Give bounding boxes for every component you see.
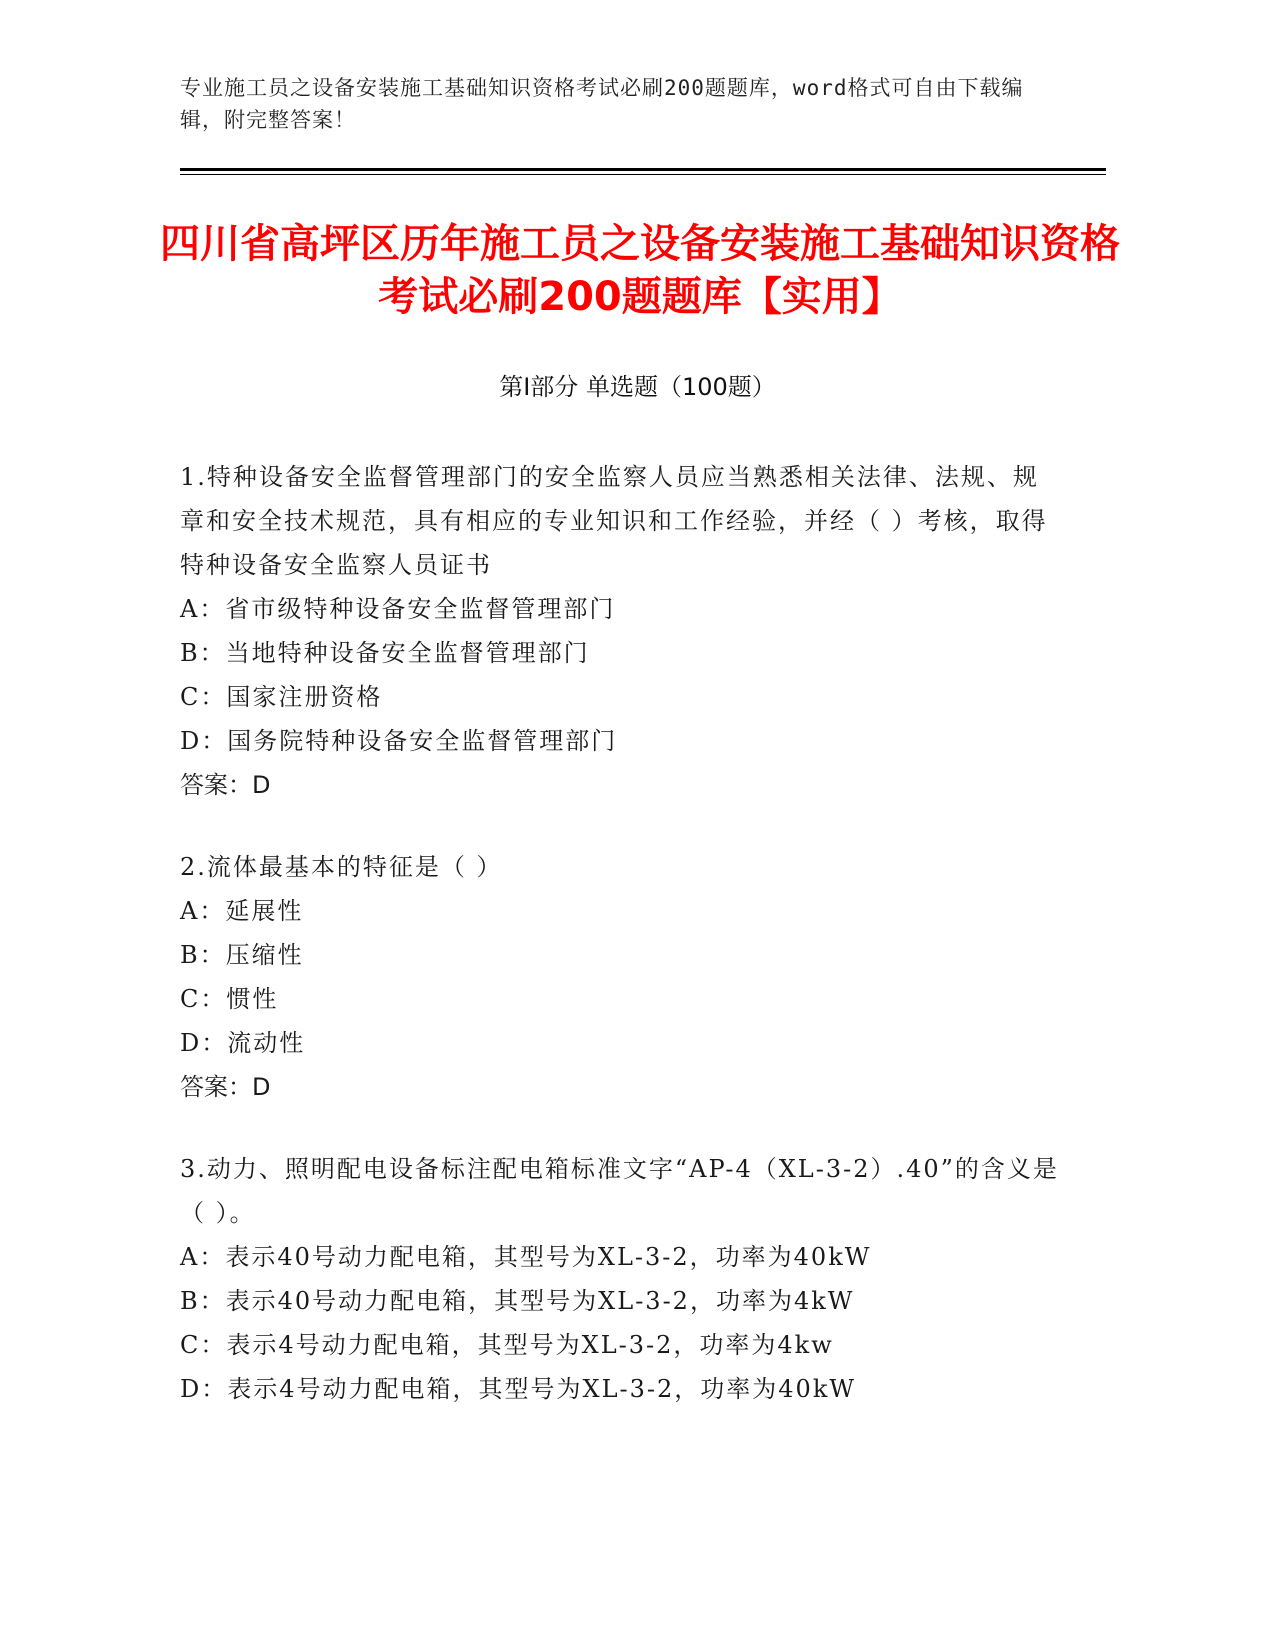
header-note: 专业施工员之设备安装施工基础知识资格考试必刷200题题库，word格式可自由下载编辑，附完整答案！ — [180, 76, 1024, 132]
option-c: C：国家注册资格 — [180, 683, 383, 711]
answer: 答案：D — [180, 1073, 271, 1101]
option-a: A：延展性 — [180, 897, 304, 925]
option-d: D：流动性 — [180, 1029, 306, 1057]
option-c: C：表示4号动力配电箱，其型号为XL-3-2，功率为4kw — [180, 1331, 834, 1359]
option-b: B：当地特种设备安全监督管理部门 — [180, 639, 590, 667]
answer: 答案：D — [180, 771, 271, 799]
option-a: A：表示40号动力配电箱，其型号为XL-3-2，功率为40kW — [180, 1243, 872, 1271]
option-c: C：惯性 — [180, 985, 279, 1013]
section-title: 第Ⅰ部分 单选题（100题） — [499, 373, 776, 401]
option-b: B：压缩性 — [180, 941, 304, 969]
question-text: 1.特种设备安全监督管理部门的安全监察人员应当熟悉相关法律、法规、规章和安全技术规范，具有相应的专业知识和工作经验，并经（ ）考核，取得特种设备安全监察人员证书 — [180, 463, 1048, 579]
question-list — [180, 455, 1060, 1449]
header-rule-thick — [180, 168, 1106, 171]
option-b: B：表示40号动力配电箱，其型号为XL-3-2，功率为4kW — [180, 1287, 855, 1315]
option-d: D：国务院特种设备安全监督管理部门 — [180, 727, 618, 755]
option-a: A：省市级特种设备安全监督管理部门 — [180, 595, 616, 623]
header-rule-thin — [180, 174, 1106, 175]
question-text: 3.动力、照明配电设备标注配电箱标准文字“AP-4（XL-3-2）.40”的含义是（ ）。 — [180, 1155, 1059, 1227]
question-3 — [180, 1147, 1060, 1411]
option-d: D：表示4号动力配电箱，其型号为XL-3-2，功率为40kW — [180, 1375, 857, 1403]
question-1 — [180, 455, 1060, 807]
question-text: 2.流体最基本的特征是（ ） — [180, 853, 503, 881]
document-title: 四川省高坪区历年施工员之设备安装施工基础知识资格考试必刷200题题库【实用】 — [160, 221, 1120, 320]
question-2 — [180, 845, 1060, 1109]
